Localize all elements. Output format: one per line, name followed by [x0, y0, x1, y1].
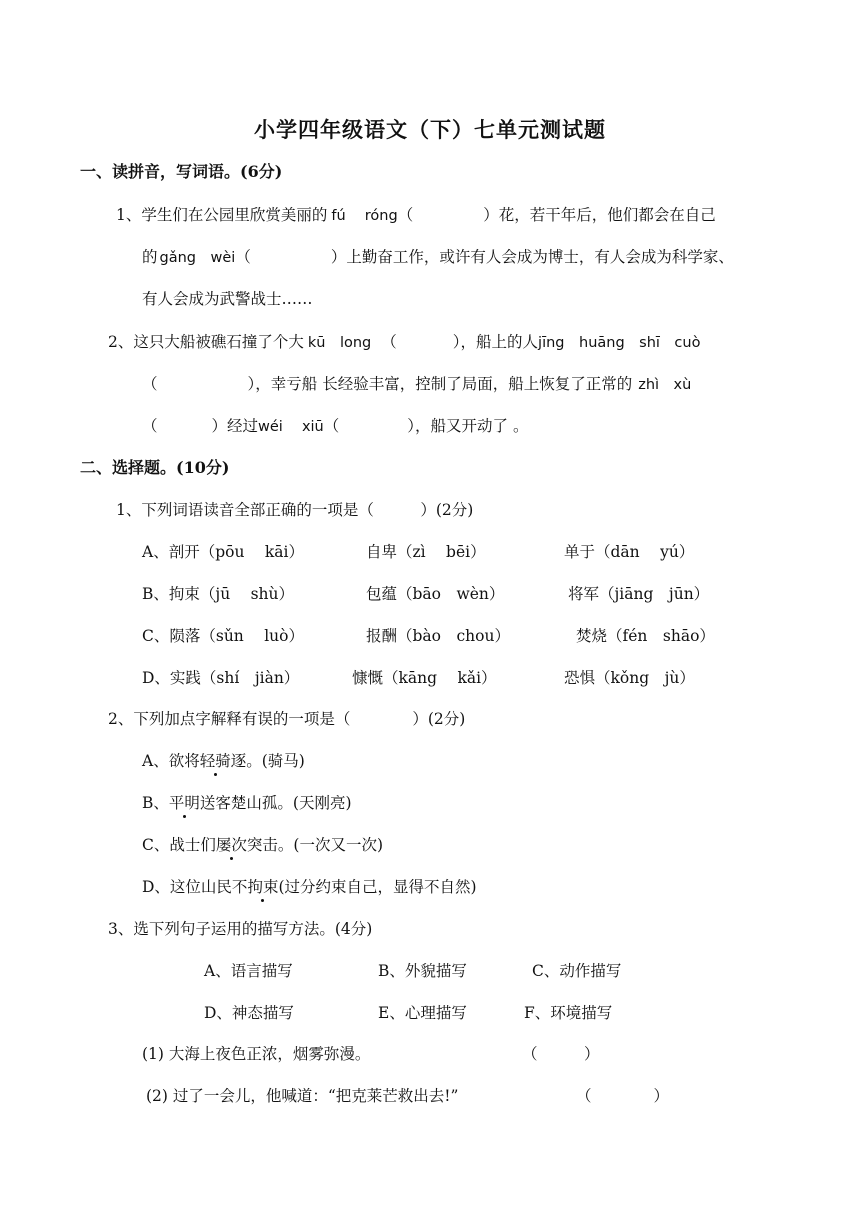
text: D、这位山民不 [142, 878, 248, 896]
q2-1-option-d-2: 慷慨（kāng kǎi） [352, 669, 497, 687]
q2-3-option-a: A、语言描写 [204, 962, 293, 980]
text: B、 [142, 794, 169, 812]
text: 送客楚山孤。(天刚亮) [199, 794, 352, 812]
dotted-characters: 轻骑 [199, 752, 231, 770]
q1-1-line1 [116, 204, 716, 227]
text: ），船又开动了 。 [407, 417, 529, 435]
q2-3-sentence-1: (1) 大海上夜色正浓，烟雾弥漫。 [142, 1045, 371, 1063]
open-paren: （ [381, 333, 397, 351]
pinyin: gǎng wèi [159, 250, 236, 266]
q2-3-option-f: F、环境描写 [524, 1004, 613, 1022]
text: 1、学生们在公园里欣赏美丽的 [116, 206, 328, 224]
q2-1-option-d-1: D、实践（shí jiàn） [142, 669, 300, 687]
pinyin: zhì xù [638, 377, 692, 393]
q2-3-option-b: B、外貌描写 [378, 962, 467, 980]
dotted-characters: 拘束 [247, 878, 279, 896]
text: ），船上的人 [452, 333, 539, 351]
q2-1-option-b-2: 包蕴（bāo wèn） [366, 585, 505, 603]
open-paren: （ [397, 206, 414, 224]
page-title: 小学四年级语文（下）七单元测试题 [254, 117, 606, 142]
q2-2-option-a [142, 750, 305, 772]
q1-2-line1 [108, 331, 700, 354]
pinyin: jīng huāng shī cuò [538, 335, 701, 351]
q2-1-option-a-2: 自卑（zì bēi） [366, 543, 486, 561]
q2-3-answer-2[interactable]: （ ） [576, 1087, 670, 1105]
text: 逐。(骑马) [230, 752, 305, 770]
q2-1-option-b-1: B、拘束（jū shù） [142, 585, 295, 603]
open-paren: （ [323, 417, 340, 435]
q2-3-option-c: C、动作描写 [532, 962, 622, 980]
q2-2-option-b [142, 792, 352, 814]
q2-1-option-a-3: 单于（dān yú） [564, 543, 695, 561]
q1-1-line3: 有人会成为武警战士…… [142, 290, 313, 308]
q2-1-stem: 1、下列词语读音全部正确的一项是（ ）(2分) [116, 501, 474, 519]
text: A、欲将 [142, 752, 200, 770]
open-paren: （ [235, 248, 251, 266]
text: ），幸亏船 长经验丰富，控制了局面，船上恢复了正常的 [247, 375, 633, 393]
text: 2、这只大船被礁石撞了个大 [108, 333, 304, 351]
q2-1-option-d-3: 恐惧（kǒng jù） [564, 669, 695, 687]
section-2-heading: 二、选择题。(10分) [80, 458, 230, 477]
text: (过分约束自己，显得不自然) [278, 878, 477, 896]
dotted-characters: 屡次 [215, 836, 247, 854]
text: ）上勤奋工作，或许有人会成为博士，有人会成为科学家、 [330, 248, 734, 266]
q2-1-option-c-1: C、陨落（sǔn luò） [142, 627, 304, 645]
q2-2-option-d [142, 876, 477, 898]
dotted-characters: 平明 [168, 794, 200, 812]
q2-3-stem: 3、选下列句子运用的描写方法。(4分) [108, 920, 373, 938]
q2-3-sentence-2: (2) 过了一会儿，他喊道：“把克莱芒救出去!” [146, 1087, 459, 1105]
q2-3-option-e: E、心理描写 [378, 1004, 467, 1022]
q2-1-option-c-2: 报酬（bào chou） [366, 627, 510, 645]
q2-1-option-a-1: A、剖开（pōu kāi） [142, 543, 304, 561]
q2-1-option-c-3: 焚烧（fén shāo） [576, 627, 715, 645]
pinyin: fú róng [331, 208, 398, 224]
q2-2-stem: 2、下列加点字解释有误的一项是（ ）(2分) [108, 710, 466, 728]
q2-1-option-b-3: 将军（jiāng jūn） [568, 585, 710, 603]
text: 突击。(一次又一次) [246, 836, 383, 854]
section-1-heading: 一、读拼音，写词语。(6分) [80, 162, 283, 181]
open-paren: （ [142, 417, 158, 435]
text: ）花，若干年后，他们都会在自己 [483, 206, 716, 224]
text: 的 [142, 248, 158, 266]
q2-2-option-c [142, 834, 383, 856]
text: ）经过 [211, 417, 259, 435]
q1-1-line2 [142, 246, 734, 269]
q2-3-answer-1[interactable]: （ ） [522, 1045, 600, 1063]
text: C、战士们 [142, 836, 216, 854]
pinyin: wéi xiū [258, 419, 324, 435]
open-paren: （ [142, 375, 158, 393]
pinyin: kū long [307, 335, 372, 351]
q1-2-line3 [142, 415, 528, 438]
q2-3-option-d: D、神态描写 [204, 1004, 294, 1022]
q1-2-line2 [142, 373, 691, 396]
